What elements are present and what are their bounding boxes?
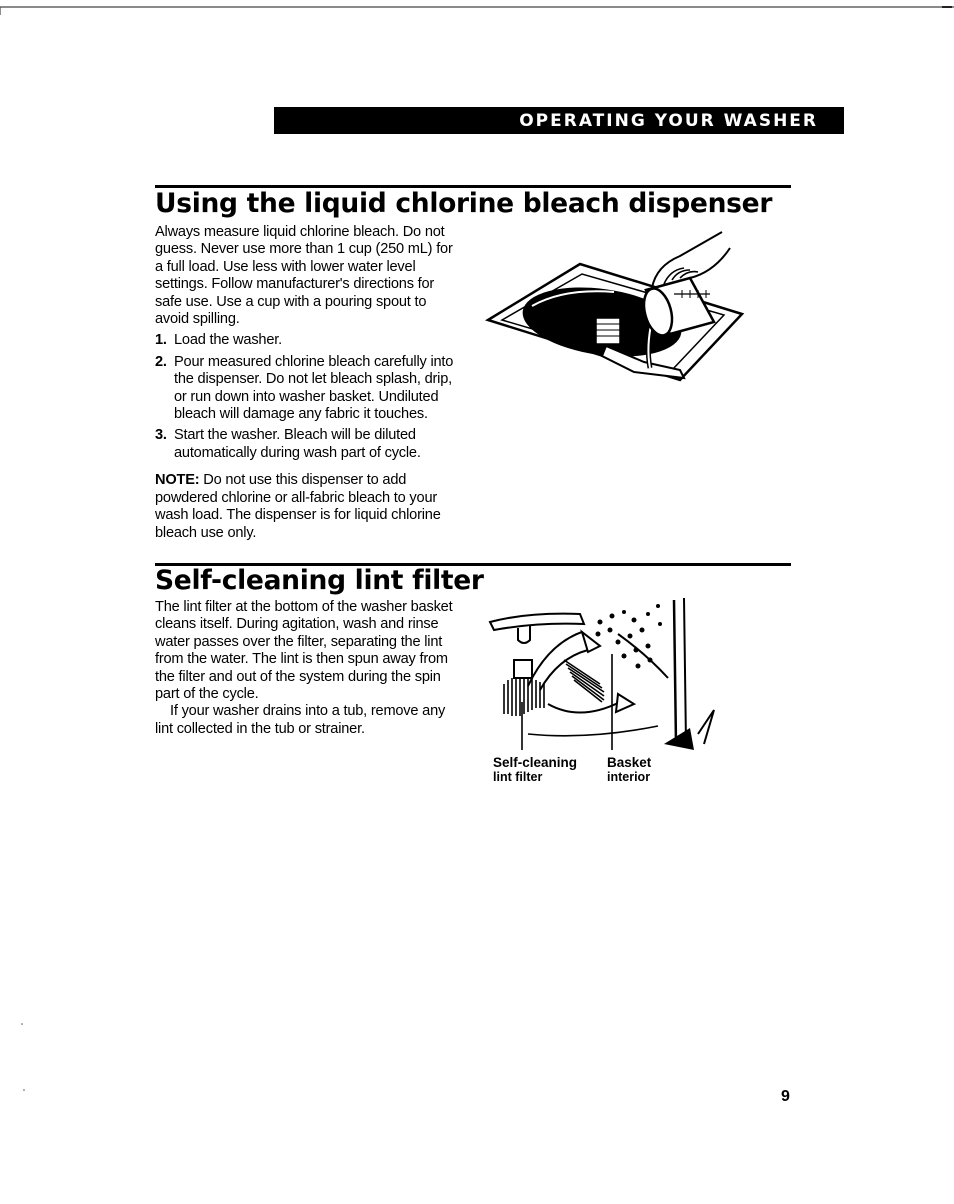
scan-specks [18, 1020, 38, 1100]
bleach-intro: Always measure liquid chlorine bleach. Do not guess. Never use more than 1 cup (250 mL) for a full load. Use less with lower water level settings. Follow manufacturer's directions for safe use. Use a cup with a pouring spout to avoid spilling. [155, 224, 453, 328]
bleach-dispenser-illustration [484, 222, 750, 386]
lint-paragraph: If your washer drains into a tub, remove any lint collected in the tub or strainer. [155, 703, 446, 737]
caption-basket [607, 755, 651, 785]
caption-line: interior [607, 770, 651, 784]
top-border-line [0, 5, 954, 15]
caption-line: Basket [607, 755, 652, 770]
list-item [155, 332, 460, 349]
note-text: Do not use this dispenser to add powdered chlorine or all-fabric bleach to your wash load. The dispenser is for liquid chlorine bleach use only. [155, 472, 441, 541]
step-text: Start the washer. Bleach will be diluted automatically during wash part of cycle. [174, 427, 421, 461]
lint-filter-illustration [488, 594, 720, 754]
list-item [155, 427, 460, 462]
caption-line: Self-cleaning [493, 755, 578, 770]
step-number: 1. [155, 332, 167, 349]
list-item [155, 354, 460, 424]
bleach-note [155, 472, 460, 542]
lint-text-block [155, 599, 465, 738]
step-text: Pour measured chlorine bleach carefully into the dispenser. Do not let bleach splash, drip, or run down into washer basket. Undiluted bleach will damage any fabric it touches. [174, 353, 454, 423]
step-number: 2. [155, 353, 167, 370]
note-label: NOTE: [155, 472, 200, 489]
section-banner [274, 107, 844, 134]
bleach-text-block [155, 224, 460, 542]
page-number: 9 [781, 1088, 790, 1105]
bleach-heading: Using the liquid chlorine bleach dispenser [155, 188, 773, 219]
step-text: Load the washer. [174, 332, 282, 349]
lint-heading: Self-cleaning lint filter [155, 565, 484, 596]
step-number: 3. [155, 427, 167, 444]
lint-paragraph: The lint filter at the bottom of the washer basket cleans itself. During agitation, wash and rinse water passes over the filter, separating the lint from the water. The lint is then spun away from the filter and out of the system during the spin part of the cycle. [155, 599, 453, 703]
section-title: OPERATING YOUR WASHER [519, 110, 818, 131]
caption-line: lint filter [493, 770, 543, 784]
caption-filter [493, 755, 577, 785]
bleach-steps-list [155, 332, 460, 462]
